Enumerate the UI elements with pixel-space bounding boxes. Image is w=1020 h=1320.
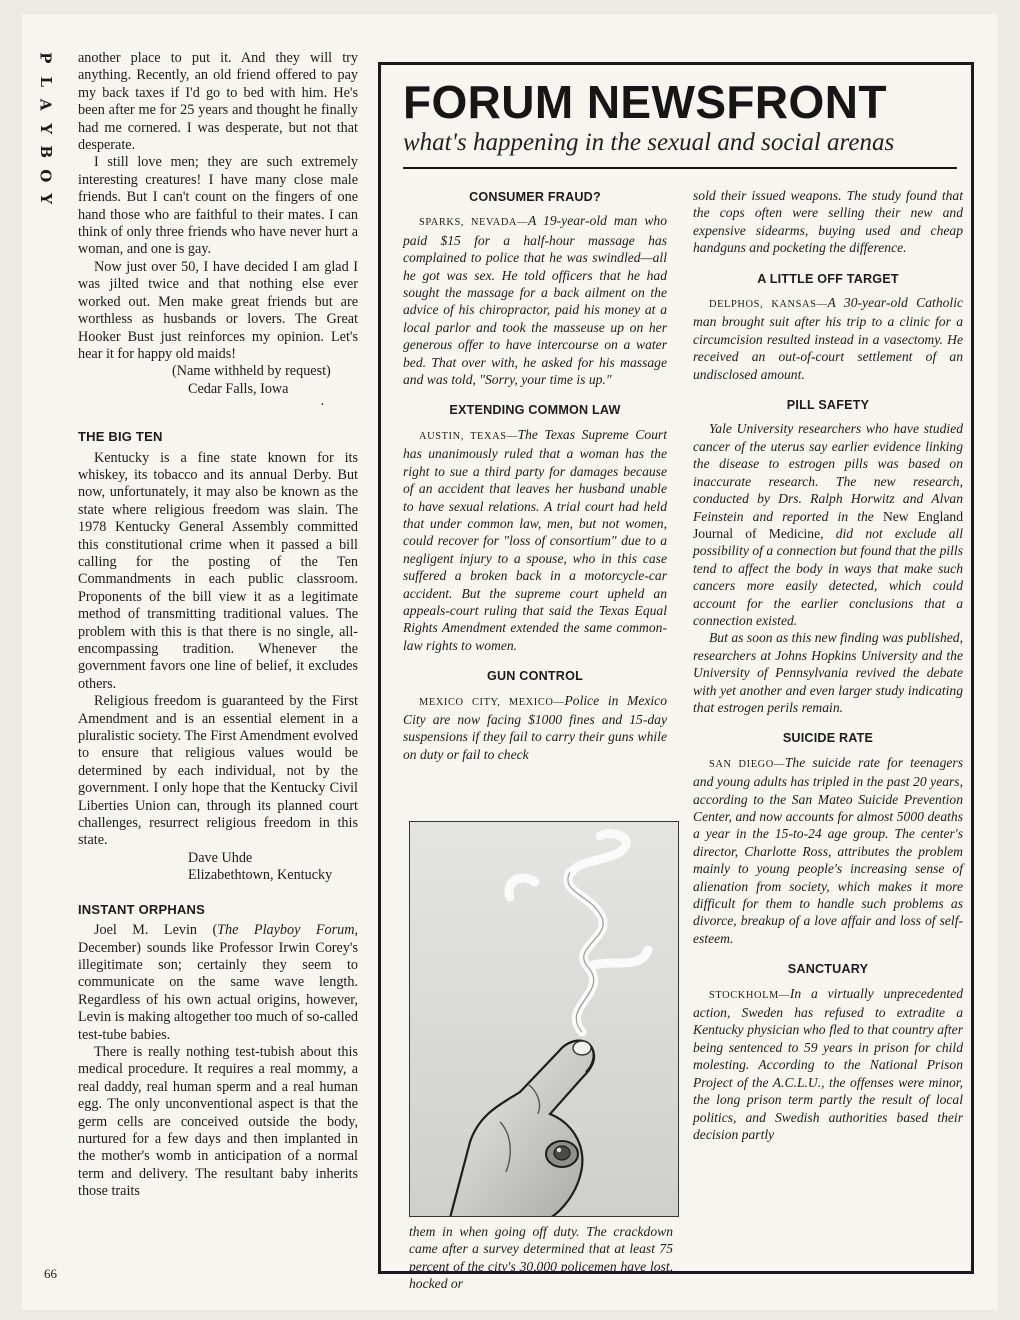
letter-location: Elizabethtown, Kentucky xyxy=(188,867,333,884)
ring xyxy=(546,1141,578,1167)
news-text: The suicide rate for teenagers and young adults has tripled in the past 20 years, according to the San Mateo Suicide Prevention Center, and now accounts for almost 5000 deaths a year in the 15-to-24 age group. The center's director, Charlotte Ross, attributes the problem mainly to young people's increasing sense of alienation from society, which makes it more difficult for them to handle such problems as divorce, breakup of a love affair and loss of self-esteem. xyxy=(693,754,963,946)
text-run: Joel M. Levin ( xyxy=(94,922,218,939)
finger-gun-drawing xyxy=(410,822,679,1217)
letter-signature: Dave Uhde xyxy=(188,849,253,866)
news-heading: EXTENDING COMMON LAW xyxy=(449,403,621,418)
dateline: STOCKHOLM— xyxy=(709,989,790,1001)
title-letter: O xyxy=(36,168,55,182)
title-letter: A xyxy=(36,98,55,111)
dateline: AUSTIN, TEXAS— xyxy=(419,430,518,442)
news-item xyxy=(403,426,667,654)
dateline: DELPHOS, KANSAS— xyxy=(709,299,828,311)
newsfront-column-1 xyxy=(403,179,667,763)
vertical-magazine-title xyxy=(34,46,56,211)
letter-paragraph: There is really nothing test-tubish about this medical procedure. It requires a real mommy, a real daddy, real human sperm and a real human egg. The only unconventional aspect is that the germ cells are conceived outside the body, nurtured for a few days and then implanted in the mother's womb in anticipation of a normal term and delivery. The resultant baby inherits those traits xyxy=(78,1043,358,1200)
news-heading: SANCTUARY xyxy=(787,962,869,977)
letter-paragraph: Religious freedom is guaranteed by the First Amendment and is an essential element in a pluralistic society. The First Amendment evolved to ensure that religious values would be determined by each individual, not by the government. I only hope that the Kentucky Civil Liberties Union can, through its planned court challenges, resurrect religious freedom in this state. xyxy=(78,693,358,849)
dateline: MEXICO CITY, MEXICO— xyxy=(419,696,565,708)
title-letter: Y xyxy=(36,122,55,134)
newsfront-subtitle: what's happening in the sexual and social arenas xyxy=(403,129,895,156)
news-text: The Texas Supreme Court has unanimously ruled that a woman has the right to sue a third party for damages because of an accident that leaves her husband unable to have sexual relations. A trial court had held that under common law, men, but not women, could recover for "loss of consortium" due to a negligent injury to a spouse, who in this case suffered a broken back in a motorcycle-car accident. But the supreme court upheld an appeals-court ruling that said the Texas Equal Rights Amendment extended the same common-law rights to women. xyxy=(403,426,667,653)
news-item xyxy=(693,294,963,383)
news-heading: CONSUMER FRAUD? xyxy=(469,190,601,204)
letter-paragraph: Now just over 50, I have decided I am glad I was jilted twice and that nothing else ever worked out. Men make great friends but are worthless as husbands or lovers. The Great Hooker Bust just reinforces my opinion. Let's hear it for happy old maids! xyxy=(78,258,358,362)
page-number: 66 xyxy=(44,1266,57,1281)
dateline: SAN DIEGO— xyxy=(709,758,785,770)
dateline: SPARKS, NEVADA— xyxy=(419,217,529,229)
letter-signature: (Name withheld by request) xyxy=(172,363,331,380)
fingernail xyxy=(573,1041,591,1055)
news-text: A 19-year-old man who paid $15 for a half-hour massage has complained to police that he was swindled—all he got was sex. He told officers that he had sought the massage for a back ailment on the advice of his chiropractor, paid his money at a local parlor and took the masseuse up on her generous offer to have intercourse on a water bed. That over with, he asked for his massage and was told, "Sorry, your time is up." xyxy=(403,213,667,388)
left-column-letters xyxy=(78,50,358,1201)
news-text: A 30-year-old Catholic man brought suit after his trip to a clinic for a circumcision resulted instead in a vasectomy. He received an out-of-court settlement of an undisclosed amount. xyxy=(693,295,964,382)
news-item xyxy=(693,754,963,947)
divider-dot: · xyxy=(320,397,325,414)
letter-paragraph xyxy=(78,922,358,1044)
title-letter: Y xyxy=(36,193,55,205)
news-text: In a virtually unprecedented action, Sweden has refused to extradite a Kentucky physician who fled to that country after being sentenced to 59 years in prison for child molesting. According to the National Prison Project of the A.C.L.U., the offenses were minor, the long prison term partly the result of local politics, and Swedish authorities based their decision partly xyxy=(693,985,963,1142)
newsfront-column-2 xyxy=(693,179,963,1143)
magazine-title-reference: The Playboy Forum, xyxy=(217,922,358,939)
smoking-finger-gun-illustration xyxy=(409,821,679,1217)
news-text: sold their issued weapons. The study found that the cops often were selling their new and expensive sidearms, buying used and cheap handguns and pocketing the difference. xyxy=(693,188,963,256)
news-heading: SUICIDE RATE xyxy=(782,731,874,746)
news-heading: PILL SAFETY xyxy=(786,398,870,413)
text-run: December) sounds like Professor Irwin Corey's illegitimate son; certainly they seem to communicate on the same wave length. Regardless of his own actual origins, however, Levin is making altogether too much of so-called test-tube babies. xyxy=(78,939,358,1043)
news-heading: A LITTLE OFF TARGET xyxy=(757,271,899,286)
letter-paragraph: Kentucky is a fine state known for its whiskey, its tobacco and its annual Derby. But now, unfortunately, it may also be known as the state where religious freedom was slain. The 1978 Kentucky General Assembly committed this constitutional crime when it passed a bill calling for the posting of the Ten Commandments in each public classroom. Proponents of the bill view it as a legitimate method of transmitting traditional values. The problem with this is that there is no single, all-encompassing tradition. Whenever the government favors one line of belief, it excludes others. xyxy=(78,449,358,692)
news-item: But as soon as this new finding was published, researchers at Johns Hopkins University and the University of Pennsylvania revived the debate with yet another and even larger study indicating that estrogen perils remain. xyxy=(693,630,963,715)
news-item xyxy=(693,985,963,1144)
newsfront-header xyxy=(403,77,957,169)
letter-paragraph: another place to put it. And they will try anything. Recently, an old friend offered to pay my back taxes if I'd go to bed with him. He's been after me for 25 years and thought he finally had me cornered. I was desperate, but not that desperate. xyxy=(78,50,358,154)
header-rule xyxy=(403,167,957,169)
title-letter: L xyxy=(36,75,55,87)
news-text: did not exclude all possibility of a connection but found that the pills tend to affect the body in ways that make such cancers more easily detected, which could account for the earlier conclusions that a connection existed. xyxy=(693,525,963,628)
title-letter: B xyxy=(36,145,55,159)
journal-name: New England Journal of Medicine, xyxy=(693,508,963,541)
news-text: Yale University researchers who have studied cancer of the uterus say earlier evidence linking the disease to estrogen pills was based on inaccurate research. The new research, conducted by Drs. Ralph Horwitz and Alvan Feinstein and reported in the xyxy=(693,421,963,524)
news-text: Police in Mexico City are now facing $1000 fines and 15-day suspensions if they fail to carry their guns while on duty or fail to check xyxy=(403,692,667,762)
news-item xyxy=(693,420,963,629)
section-heading: INSTANT ORPHANS xyxy=(78,901,205,917)
forum-newsfront-box xyxy=(378,62,974,1292)
section-heading: THE BIG TEN xyxy=(78,429,163,445)
newsfront-title: FORUM NEWSFRONT xyxy=(403,76,887,128)
title-letter: P xyxy=(36,52,55,64)
news-heading: GUN CONTROL xyxy=(487,669,583,684)
letter-paragraph: I still love men; they are such extremely interesting creatures! I have many close male friends. But I can't count on the fingers of one hand those who are faithful to their mates. I can think of only three friends who have never hurt a woman, and one is gay. xyxy=(78,154,358,258)
gun-control-continued: them in when going off duty. The crackdown came after a survey determined that at least 75 percent of the city's 30,000 policemen have lost, hocked or xyxy=(409,1224,673,1292)
letter-location: Cedar Falls, Iowa xyxy=(188,380,289,397)
news-item xyxy=(403,212,667,388)
news-item xyxy=(403,692,667,764)
